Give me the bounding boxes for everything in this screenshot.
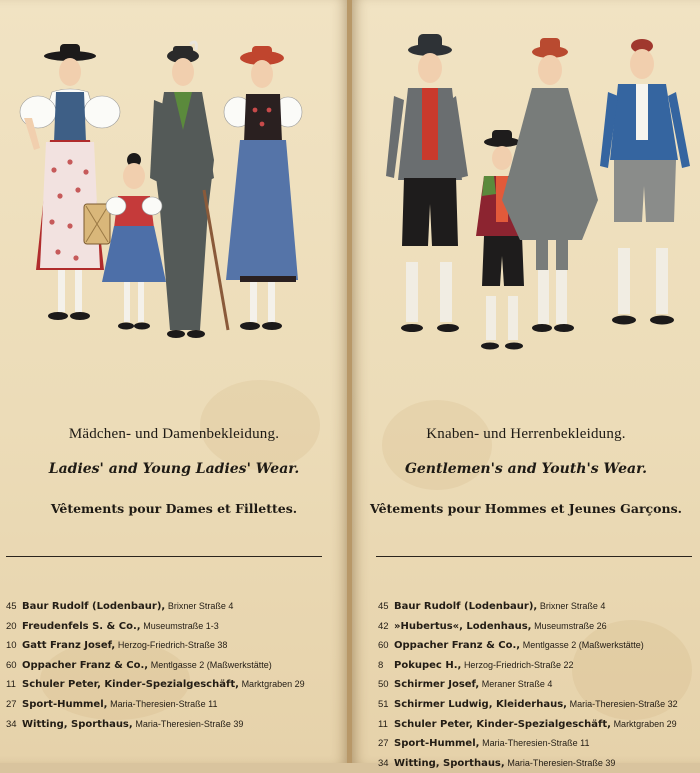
heading-german: Knaben- und Herrenbekleidung. bbox=[426, 426, 626, 442]
list-item bbox=[6, 715, 348, 735]
store-address: Meraner Straße 4 bbox=[481, 679, 553, 690]
store-name: Witting, Sporthaus, bbox=[22, 718, 133, 730]
store-name: »Hubertus«, Lodenhaus, bbox=[394, 620, 532, 632]
store-number: 45 bbox=[378, 601, 389, 612]
list-item bbox=[378, 734, 700, 754]
women-girl-traditional-costume-illustration bbox=[0, 0, 348, 380]
store-name: Schirmer Josef, bbox=[394, 679, 480, 691]
list-item bbox=[6, 597, 348, 617]
divider-rule bbox=[6, 556, 322, 557]
store-address: Maria-Theresien-Straße 11 bbox=[110, 698, 218, 709]
list-item bbox=[378, 675, 700, 695]
heading-french: Vêtements pour Dames et Fillettes. bbox=[50, 501, 298, 516]
list-item bbox=[6, 617, 348, 637]
store-address: Maria-Theresien-Straße 32 bbox=[569, 698, 678, 709]
store-name: Schirmer Ludwig, Kleiderhaus, bbox=[394, 698, 567, 710]
store-name: Oppacher Franz & Co., bbox=[22, 659, 149, 671]
left-page bbox=[0, 0, 348, 763]
store-number: 27 bbox=[6, 698, 17, 710]
store-address: Mentlgasse 2 (Maßwerkstätte) bbox=[522, 640, 644, 651]
store-name: Baur Rudolf (Lodenbaur), bbox=[394, 601, 538, 612]
store-number: 27 bbox=[378, 738, 389, 750]
list-item bbox=[378, 695, 700, 715]
store-number: 42 bbox=[378, 620, 389, 632]
store-address: Maria-Theresien-Straße 39 bbox=[507, 757, 616, 768]
list-item bbox=[378, 617, 700, 637]
list-item bbox=[378, 715, 700, 735]
store-address: Herzog-Friedrich-Straße 22 bbox=[463, 659, 574, 670]
divider-rule bbox=[376, 556, 692, 557]
list-item bbox=[378, 597, 700, 617]
store-number: 51 bbox=[378, 698, 389, 710]
store-number: 8 bbox=[378, 659, 384, 671]
list-item bbox=[6, 695, 348, 715]
store-name: Schuler Peter, Kinder-Spezialgeschäft, bbox=[22, 679, 239, 691]
list-item bbox=[378, 636, 700, 656]
store-number: 50 bbox=[378, 679, 389, 691]
store-address: Museumstraße 1-3 bbox=[143, 620, 219, 631]
store-name: Witting, Sporthaus, bbox=[394, 757, 505, 769]
store-name: Gatt Franz Josef, bbox=[22, 640, 116, 652]
heading-german: Mädchen- und Damenbekleidung. bbox=[68, 426, 280, 442]
store-number: 11 bbox=[378, 718, 388, 730]
store-list bbox=[378, 597, 700, 773]
store-number: 60 bbox=[6, 659, 17, 671]
store-name: Pokupec H., bbox=[394, 659, 462, 671]
store-number: 34 bbox=[6, 718, 17, 730]
store-address: Marktgraben 29 bbox=[613, 718, 677, 729]
store-list bbox=[6, 597, 348, 734]
store-address: Herzog-Friedrich-Straße 38 bbox=[117, 640, 228, 651]
list-item bbox=[378, 656, 700, 676]
store-address: Marktgraben 29 bbox=[241, 679, 305, 690]
store-name: Schuler Peter, Kinder-Spezialgeschäft, bbox=[394, 718, 611, 730]
store-number: 45 bbox=[6, 601, 17, 612]
store-name: Freudenfels S. & Co., bbox=[22, 620, 141, 632]
store-number: 34 bbox=[378, 757, 389, 769]
store-number: 10 bbox=[6, 640, 17, 652]
store-address: Brixner Straße 4 bbox=[539, 601, 606, 611]
man-blue-jacket-figure bbox=[600, 39, 690, 325]
list-item bbox=[6, 636, 348, 656]
store-name: Baur Rudolf (Lodenbaur), bbox=[22, 601, 166, 612]
list-item bbox=[378, 754, 700, 773]
right-page bbox=[352, 0, 700, 769]
store-address: Brixner Straße 4 bbox=[167, 601, 234, 611]
heading-french: Vêtements pour Hommes et Jeunes Garçons. bbox=[370, 501, 682, 516]
heading-english: Ladies' and Young Ladies' Wear. bbox=[48, 461, 300, 477]
list-item bbox=[6, 675, 348, 695]
store-name: Sport-Hummel, bbox=[394, 738, 480, 750]
store-name: Sport-Hummel, bbox=[22, 698, 108, 710]
heading-english: Gentlemen's and Youth's Wear. bbox=[404, 461, 648, 477]
men-boy-traditional-costume-illustration bbox=[352, 0, 700, 380]
store-address: Museumstraße 26 bbox=[534, 620, 607, 631]
store-address: Maria-Theresien-Straße 11 bbox=[482, 738, 590, 749]
list-item bbox=[6, 656, 348, 676]
man-lederhosen-figure bbox=[386, 34, 468, 332]
store-number: 11 bbox=[6, 679, 16, 691]
store-number: 60 bbox=[378, 640, 389, 652]
store-address: Maria-Theresien-Straße 39 bbox=[135, 718, 244, 729]
woman-loden-suit-figure bbox=[150, 42, 228, 338]
store-number: 20 bbox=[6, 620, 17, 632]
man-loden-cape-figure bbox=[502, 38, 598, 332]
woman-blue-dirndl-figure bbox=[224, 46, 302, 330]
store-address: Mentlgasse 2 (Maßwerkstätte) bbox=[150, 659, 272, 670]
store-name: Oppacher Franz & Co., bbox=[394, 640, 521, 652]
